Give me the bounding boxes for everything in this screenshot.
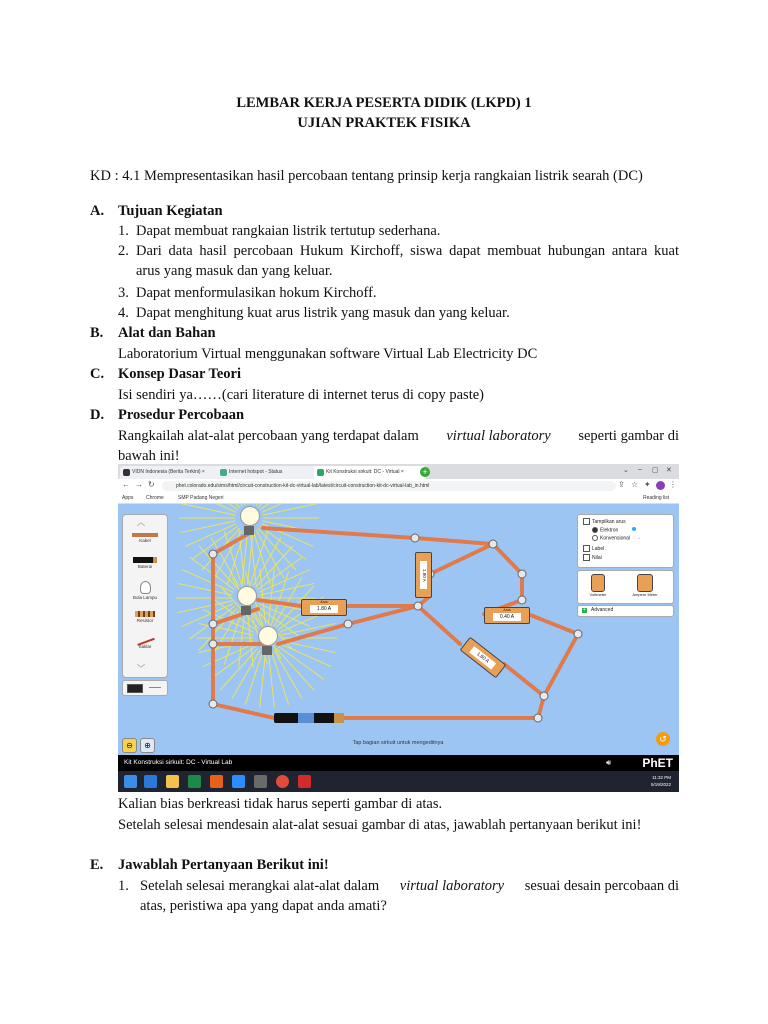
light-ray <box>257 557 302 590</box>
wire-junction[interactable] <box>574 630 582 638</box>
section-c-heading: Konsep Dasar Teori <box>118 366 242 382</box>
section-b-heading: Alat dan Bahan <box>118 325 216 341</box>
section-d-italic: virtual laboratory <box>446 428 551 444</box>
taskbar-clock[interactable] <box>651 774 671 788</box>
arrow-right-icon: → <box>636 535 642 542</box>
list-number: 4. <box>118 305 129 321</box>
wire-junction[interactable] <box>518 596 526 604</box>
option-label: Tampilkan arus <box>592 518 626 525</box>
virtual-lab-screenshot <box>118 464 679 792</box>
circuit-wire[interactable] <box>213 704 274 718</box>
section-b-letter: B. <box>90 325 104 341</box>
wire-icon <box>132 533 158 537</box>
light-ray <box>263 504 318 515</box>
light-ray <box>262 504 313 512</box>
section-d-text-part: Rangkailah alat-alat percobaan yang terdapat dalam <box>118 428 423 444</box>
light-ray <box>247 528 253 584</box>
bulb-icon <box>140 581 151 594</box>
meter-label: Voltmeter <box>589 592 607 597</box>
sim-navbar <box>118 755 679 771</box>
address-bar <box>118 479 679 494</box>
browser-tab[interactable] <box>120 466 227 479</box>
advanced-toggle[interactable] <box>577 605 674 617</box>
section-a-heading: Tujuan Kegiatan <box>118 203 223 219</box>
battery-terminal-icon <box>298 713 314 723</box>
windows-taskbar <box>118 771 679 792</box>
circuit-wire[interactable] <box>493 544 522 574</box>
list-item: Dapat menformulasikan hokum Kirchoff. <box>136 285 377 301</box>
edit-hint: Tap bagian sirkuit untuk mengeditnya <box>352 740 444 746</box>
light-ray <box>274 650 302 698</box>
label-checkbox[interactable] <box>583 545 604 552</box>
electron-dot-icon <box>632 527 636 531</box>
display-options-panel <box>577 514 674 568</box>
circuit-wire[interactable] <box>544 634 578 696</box>
toolbox-label: Saklar <box>138 644 152 649</box>
list-item-continuation: arus yang masuk dan yang keluar. <box>136 263 333 279</box>
new-tab-button[interactable]: + <box>420 467 430 477</box>
voltmeter-tool[interactable] <box>588 574 608 597</box>
toolbox-switch[interactable] <box>123 635 167 649</box>
resistor-icon <box>135 611 155 617</box>
firefox-icon[interactable] <box>210 775 223 788</box>
show-current-checkbox[interactable] <box>583 518 626 525</box>
checkbox-unchecked-icon <box>583 554 590 561</box>
worksheet-title: LEMBAR KERJA PESERTA DIDIK (LKPD) 1 <box>236 95 532 111</box>
option-label: Konvensional <box>600 535 631 542</box>
zoom-in-button[interactable]: ⊕ <box>140 738 155 753</box>
light-bulb-top[interactable] <box>236 506 262 536</box>
wire-junction[interactable] <box>344 620 352 628</box>
conventional-radio[interactable] <box>592 535 641 541</box>
option-label: Elektron <box>600 527 619 534</box>
reset-button[interactable]: ↺ <box>656 732 670 746</box>
section-a-letter: A. <box>90 203 105 219</box>
wire-junction[interactable] <box>209 620 217 628</box>
circuit-wire[interactable] <box>528 614 578 634</box>
extensions-icon[interactable]: ✦ <box>644 480 651 489</box>
zoom-out-button[interactable]: ⊖ <box>122 738 137 753</box>
list-item: Dapat membuat rangkaian listrik tertutup sederhana. <box>136 223 441 239</box>
forward-icon[interactable]: → <box>135 480 143 489</box>
schematic-wire-icon[interactable] <box>149 687 161 688</box>
circuit-wire[interactable] <box>418 606 460 644</box>
circuit-wire[interactable] <box>430 544 493 574</box>
ammeter-label: Arus <box>320 600 328 604</box>
light-ray <box>185 504 236 512</box>
radio-unselected-icon <box>592 535 598 541</box>
ammeter[interactable] <box>415 552 432 598</box>
clock-date: 5/19/2022 <box>650 782 671 787</box>
url-text: phet.colorado.edu/sims/html/circuit-construction-kit-dc-virtual-lab/latest/circuit-construction-kit-dc-virtual-lab_in.html <box>176 483 430 489</box>
profile-avatar[interactable] <box>656 481 665 490</box>
light-ray <box>239 612 245 668</box>
bookmark-apps[interactable]: Apps <box>122 495 134 501</box>
close-icon[interactable]: ✕ <box>666 467 672 474</box>
tab-favicon-icon <box>317 469 324 476</box>
list-number: 2. <box>118 243 129 259</box>
ammeter[interactable] <box>484 607 530 624</box>
section-c-letter: C. <box>90 366 105 382</box>
back-icon[interactable]: ← <box>122 480 130 489</box>
zoom-app-icon[interactable] <box>232 775 245 788</box>
meter-label: Ampere Meter <box>632 592 658 597</box>
simulation-canvas[interactable] <box>118 504 679 755</box>
lifelike-wire-icon[interactable] <box>127 684 143 693</box>
bookmark-star-icon[interactable]: ☆ <box>631 480 639 489</box>
toolbox-label: Resistor <box>136 618 154 623</box>
wire-junction[interactable] <box>209 640 217 648</box>
wire-junction[interactable] <box>209 700 217 708</box>
sim-title: Kit Konstruksi sirkuit: DC - Virtual Lab <box>124 759 233 766</box>
acrobat-icon[interactable] <box>298 775 311 788</box>
browser-tab-bar <box>118 464 679 479</box>
section-d-text <box>118 426 679 446</box>
toolbox-resistor[interactable] <box>123 611 167 623</box>
ammeter-reading: 1.80 A <box>420 561 427 589</box>
wire-junction[interactable] <box>534 714 542 722</box>
scroll-up-icon[interactable]: ︿ <box>137 518 145 527</box>
bookmark-chrome[interactable]: Chrome <box>146 495 164 501</box>
battery-cap-icon <box>334 713 344 723</box>
light-ray <box>181 504 236 515</box>
ammeter-reading: 0.40 A <box>493 613 521 621</box>
file-explorer-icon[interactable] <box>166 775 179 788</box>
wire-junction[interactable] <box>411 534 419 542</box>
light-ray <box>210 646 255 679</box>
light-ray <box>182 570 233 593</box>
section-c-text: Isi sendiri ya……(cari literature di internet terus di copy paste) <box>118 387 484 403</box>
section-e-heading: Jawablah Pertanyaan Berikut ini! <box>118 857 329 873</box>
question-italic: virtual laboratory <box>399 878 505 894</box>
light-ray <box>260 652 266 708</box>
advanced-label: Advanced <box>591 607 614 613</box>
scroll-down-icon[interactable]: ﹀ <box>137 664 145 673</box>
worksheet-subtitle: UJIAN PRAKTEK FISIKA <box>297 115 471 131</box>
circuit-wire[interactable] <box>348 606 418 624</box>
light-ray <box>250 532 256 588</box>
circuit-wire[interactable] <box>504 664 544 696</box>
browser-tab-active[interactable] <box>314 466 426 479</box>
after-line2: Setelah selesai mendesain alat-alat sesuai gambar di atas, jawablah pertanyaan berikut ini! <box>118 817 642 833</box>
kd-statement: KD : 4.1 Mempresentasikan hasil percobaan tentang prinsip kerja rangkaian listrik searah (DC) <box>90 168 643 184</box>
checkbox-checked-icon <box>583 545 590 552</box>
light-bulb-middle[interactable] <box>233 586 259 616</box>
chrome-icon[interactable] <box>276 775 289 788</box>
voltmeter-icon <box>591 574 605 592</box>
wire-junction[interactable] <box>489 540 497 548</box>
bulb-base-icon <box>262 646 272 655</box>
list-number: 1. <box>118 223 129 239</box>
ammeter-icon <box>637 574 653 592</box>
phet-logo[interactable]: PhET <box>642 756 673 770</box>
wire-junction[interactable] <box>518 570 526 578</box>
clock-time: 11:32 PM <box>652 775 671 780</box>
light-ray <box>260 504 305 510</box>
bulb-glass-icon <box>240 506 260 526</box>
light-ray <box>182 604 233 627</box>
wire-junction[interactable] <box>209 550 217 558</box>
wire-junction[interactable] <box>414 602 422 610</box>
section-d-text-part: seperti gambar di <box>574 428 679 444</box>
reload-icon[interactable]: ↻ <box>148 480 155 489</box>
ammeter-reading: 1.80 A <box>310 605 338 613</box>
list-item: Dari data hasil percobaan Hukum Kirchoff, siswa dapat membuat hubungan antara kuat <box>136 243 679 259</box>
bulb-base-icon <box>241 606 251 615</box>
excel-icon[interactable] <box>188 775 201 788</box>
browser-tab[interactable] <box>217 466 324 479</box>
light-ray <box>260 583 315 595</box>
battery-pair[interactable] <box>274 713 344 723</box>
list-number: 3. <box>118 285 129 301</box>
menu-icon[interactable]: ⋮ <box>669 480 677 489</box>
ammeter-label: Arus <box>503 608 511 612</box>
light-ray <box>278 646 323 679</box>
toolbox-battery[interactable] <box>123 557 167 569</box>
circuit-wire[interactable] <box>415 538 493 544</box>
light-ray <box>178 583 233 595</box>
component-toolbox <box>122 514 168 678</box>
light-ray <box>181 521 236 533</box>
wire-type-toggle[interactable] <box>122 680 168 696</box>
electron-radio[interactable] <box>592 527 636 533</box>
light-ray <box>232 650 260 698</box>
tab-title: VIDN Indonesia (Berita Terkini) × <box>132 469 205 475</box>
section-e-letter: E. <box>90 857 104 873</box>
value-checkbox[interactable] <box>583 554 602 561</box>
radio-selected-icon <box>592 527 598 533</box>
maximize-icon[interactable]: ▢ <box>652 467 659 474</box>
toolbox-label: Baterai <box>137 564 153 569</box>
question-text-part: sesuai desain percobaan di <box>521 878 679 894</box>
question-text-part: Setelah selesai merangkai alat-alat dalam <box>140 878 383 894</box>
toolbox-bulb[interactable] <box>123 581 167 600</box>
checkbox-checked-icon <box>583 518 590 525</box>
list-item: Dapat menghitung kuat arus listrik yang masuk dan yang keluar. <box>136 305 510 321</box>
tab-favicon-icon <box>220 469 227 476</box>
minimize-icon[interactable]: – <box>638 466 642 473</box>
toolbox-label: Kabel <box>139 538 151 543</box>
toolbox-wire[interactable] <box>123 533 167 543</box>
circuit-wire[interactable] <box>278 624 348 644</box>
bulb-glass-icon <box>237 586 257 606</box>
bookmarks-bar <box>118 493 679 504</box>
light-ray <box>280 644 331 667</box>
windows-start-icon[interactable] <box>124 775 137 788</box>
light-bulb-lower[interactable] <box>254 626 280 656</box>
bookmark-school[interactable]: SMP Padang Negeri <box>178 495 224 501</box>
bulb-glass-icon <box>258 626 278 646</box>
section-d-heading: Prosedur Percobaan <box>118 407 245 423</box>
reading-list[interactable]: Reading list <box>643 495 670 501</box>
section-d-letter: D. <box>90 407 105 423</box>
tab-search-icon[interactable]: ⌄ <box>623 467 629 474</box>
wire-junction[interactable] <box>540 692 548 700</box>
light-ray <box>192 504 237 510</box>
after-line1: Kalian bias berkreasi tidak harus seperti gambar di atas. <box>118 796 443 812</box>
tab-favicon-icon <box>123 469 130 476</box>
question-number: 1. <box>118 878 129 894</box>
option-label: Nilai <box>592 554 602 561</box>
light-ray <box>268 568 274 624</box>
question-1 <box>140 876 679 896</box>
plus-icon: + <box>583 607 586 613</box>
toolbox-label: Bola Lampu <box>132 595 158 600</box>
light-ray <box>242 532 248 588</box>
url-input[interactable] <box>162 481 616 491</box>
circuit-wire[interactable] <box>263 528 415 538</box>
ammeter-reading: 1.60 A <box>469 646 496 670</box>
light-ray <box>268 652 274 708</box>
meters-panel <box>577 570 674 604</box>
sound-icon[interactable]: 🔊︎ <box>606 758 612 767</box>
ammeter-tool[interactable] <box>628 574 662 597</box>
section-d-text-line2: bawah ini! <box>118 448 180 464</box>
battery-icon <box>133 557 157 563</box>
edge-icon[interactable] <box>144 775 157 788</box>
section-b-text: Laboratorium Virtual menggunakan software Virtual Lab Electricity DC <box>118 346 538 362</box>
bulb-base-icon <box>244 526 254 535</box>
media-icon[interactable] <box>254 775 267 788</box>
tab-title: Kit Konstruksi sirkuit: DC - Virtual × <box>326 469 404 475</box>
tab-title: Internet hotspot - Status <box>229 469 283 475</box>
option-label: Label <box>592 545 605 552</box>
ammeter[interactable] <box>301 599 347 616</box>
question-1-line2: atas, peristiwa apa yang dapat anda amati? <box>140 898 387 914</box>
share-icon[interactable]: ⇪ <box>618 480 625 489</box>
